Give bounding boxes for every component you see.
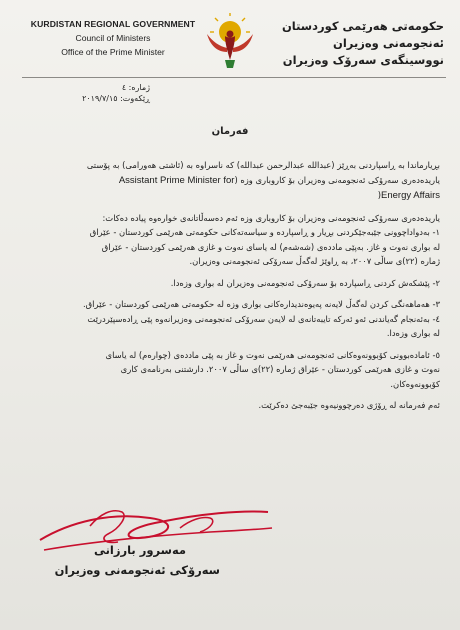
closing-statement: ئەم فەرمانە لە ڕۆژی دەرچوونیەوە جێبەجێ دەکرێت. (258, 400, 440, 410)
signatory-block (54, 540, 220, 580)
list-item-4-cont: لە بواری وزەدا. (386, 328, 440, 338)
paragraph-text: ( (377, 190, 382, 200)
paragraph-line (28, 173, 440, 189)
list-item-3: ٣- هەماهەنگی کردن لەگەڵ لایەنە پەیوەندیدارەکانی بواری وزە لە حکومەتی هەرێمی کوردستان - عێراق. (83, 299, 440, 309)
header-en-government: KURDISTAN REGIONAL GOVERNMENT (30, 19, 196, 29)
header-ku-council: ئەنجومەنی وەزیران (333, 36, 444, 50)
list-item-5-cont: نەوت و غازی هەرێمی کوردستان - عێراق ژمارە (٢٢)ی ساڵی ٢٠٠٧. دارشتنی بەرنامەی کاری (120, 364, 440, 374)
reference-date: ڕێکەوت: ٢٠١٩/٧/١٥ (82, 94, 150, 103)
english-role-text: Energy Affairs (381, 190, 440, 201)
paragraph-text: یاریدەدەری سەرۆکی ئەنجومەنی وەزیران بۆ کاروباری وزە ( (234, 174, 440, 185)
paragraph-line: بڕیارماندا بە ڕاسپاردنی بەڕێز (عبداللە عبدالرحمن عبداللە) کە ناسراوە بە (ئاشتی هەورامی) بە پۆستی (86, 160, 440, 170)
reference-block (40, 82, 150, 104)
list-item-2: ٢- پێشکەش کردنی ڕاسپاردە بۆ سەرۆکی ئەنجومەنی وەزیران لە بواری وزەدا. (170, 277, 440, 288)
header-ku-office: نووسینگەی سەرۆک وەزیران (282, 53, 444, 67)
signatory-name: مەسرور بارزانی (93, 543, 187, 557)
header-en-office: Office of the Prime Minister (61, 47, 165, 57)
header-ku-government: حکومەتی هەرێمی کوردستان (281, 19, 444, 33)
english-role-text: Assistant Prime Minister for (118, 174, 235, 186)
list-item-1-cont: لە بواری نەوت و غاز. بەپێی ماددەی (شەشەم) لە یاسای نەوت و غازی هەرێمی کوردستان - عێراق (101, 241, 440, 252)
list-item-1: ١- بەدواداچوونی جێبەجێکردنی بڕیار و ڕاسپاردە و سیاسەتەکانی حکومەتی هەرێمی کوردستان - عێراق (89, 227, 440, 237)
reference-number: ژمارە: ٤ (121, 83, 150, 92)
signatory-position: سەرۆکی ئەنجومەنی وەزیران (54, 563, 220, 577)
list-item-4: ٤- بەئەنجام گەیاندنی ئەو ئەرکە تایبەتانەی لە لایەن سەرۆکی ئەنجومەنی وەزیرانەوە پێی ڕادەسپێردرێت (87, 313, 440, 324)
document-title: فەرمان (211, 126, 249, 137)
document-body (28, 158, 440, 413)
header-kurdish (254, 18, 444, 69)
list-item-5-cont: کۆبوونەوەکان. (390, 378, 440, 389)
list-item-1-cont: ژمارە (٢٢)ی ساڵی ٢٠٠٧، بە ڕاوێژ لەگەڵ سەرۆکی ئەنجومەنی وەزیران. (189, 256, 440, 266)
list-item-5: ٥- ئامادەبوونی کۆبوونەوەکانی ئەنجومەنی هەرێمی نەوت و غاز بە پێی ماددەی (چوارەم) لە یاسای (105, 349, 440, 360)
paragraph-line: یاریدەدەری سەرۆکی ئەنجومەنی وەزیران بۆ کاروباری وزە ئەم دەسەڵاتانەی خوارەوە پیادە دەکات: (102, 212, 440, 223)
header-english (28, 17, 198, 59)
header-divider (22, 77, 446, 78)
paragraph-line (28, 188, 440, 204)
header-en-council: Council of Ministers (75, 33, 151, 43)
krg-emblem-icon (203, 12, 257, 72)
